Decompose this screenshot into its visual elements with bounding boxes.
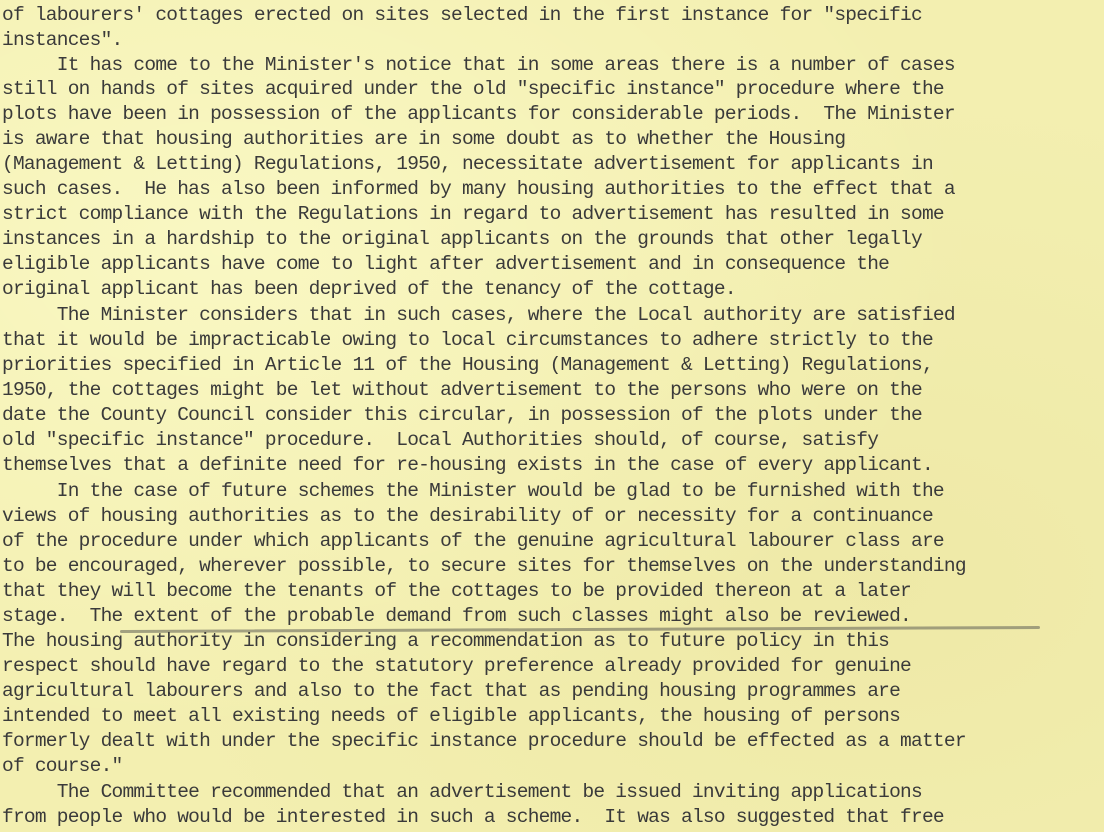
text-line: priorities specified in Article 11 of the Housing (Management & Letting) Regulations, [2, 354, 933, 376]
text-line: The housing authority in considering a recommendation as to future policy in this [2, 630, 890, 652]
text-line: instances in a hardship to the original applicants on the grounds that other legally [2, 228, 922, 250]
text-line: agricultural labourers and also to the fact that as pending housing programmes are [2, 680, 901, 702]
text-line: plots have been in possession of the applicants for considerable periods. The Minister [2, 103, 955, 125]
text-line: to be encouraged, wherever possible, to secure sites for themselves on the understanding [2, 555, 966, 577]
text-line: themselves that a definite need for re-housing exists in the case of every applicant. [2, 454, 933, 476]
text-line: instances". [2, 29, 123, 51]
text-line: It has come to the Minister's notice that in some areas there is a number of cases [2, 54, 955, 76]
text-line: 1950, the cottages might be let without advertisement to the persons who were on the [2, 379, 922, 401]
text-line: old "specific instance" procedure. Local Authorities should, of course, satisfy [2, 429, 879, 451]
text-line: of labourers' cottages erected on sites selected in the first instance for "specific [2, 4, 922, 26]
text-line: strict compliance with the Regulations in regard to advertisement has resulted in some [2, 203, 944, 225]
text-line: respect should have regard to the statutory preference already provided for genuine [2, 655, 912, 677]
text-line: is aware that housing authorities are in some doubt as to whether the Housing [2, 128, 846, 150]
text-line: eligible applicants have come to light after advertisement and in consequence the [2, 253, 890, 275]
text-line: of course." [2, 755, 123, 777]
text-line: from people who would be interested in such a scheme. It was also suggested that free [2, 806, 944, 828]
text-line: that it would be impracticable owing to local circumstances to adhere strictly to the [2, 329, 933, 351]
text-line: intended to meet all existing needs of eligible applicants, the housing of persons [2, 705, 901, 727]
text-line: that they will become the tenants of the cottages to be provided thereon at a later [2, 580, 912, 602]
text-line: stage. The extent of the probable demand from such classes might also be reviewed. [2, 605, 912, 627]
text-line: (Management & Letting) Regulations, 1950, necessitate advertisement for applicants in [2, 153, 933, 175]
text-line: The Minister considers that in such cases, where the Local authority are satisfied [2, 304, 955, 326]
text-line: formerly dealt with under the specific instance procedure should be effected as a matter [2, 730, 966, 752]
text-line: The Committee recommended that an advertisement be issued inviting applications [2, 781, 922, 803]
text-line: original applicant has been deprived of the tenancy of the cottage. [2, 278, 736, 300]
text-line: In the case of future schemes the Minister would be glad to be furnished with the [2, 480, 944, 502]
text-line: such cases. He has also been informed by many housing authorities to the effect that a [2, 178, 955, 200]
text-line: views of housing authorities as to the desirability of or necessity for a continuance [2, 505, 933, 527]
text-line: still on hands of sites acquired under the old "specific instance" procedure where the [2, 78, 944, 100]
text-line: of the procedure under which applicants of the genuine agricultural labourer class are [2, 530, 944, 552]
text-line: date the County Council consider this circular, in possession of the plots under the [2, 404, 922, 426]
